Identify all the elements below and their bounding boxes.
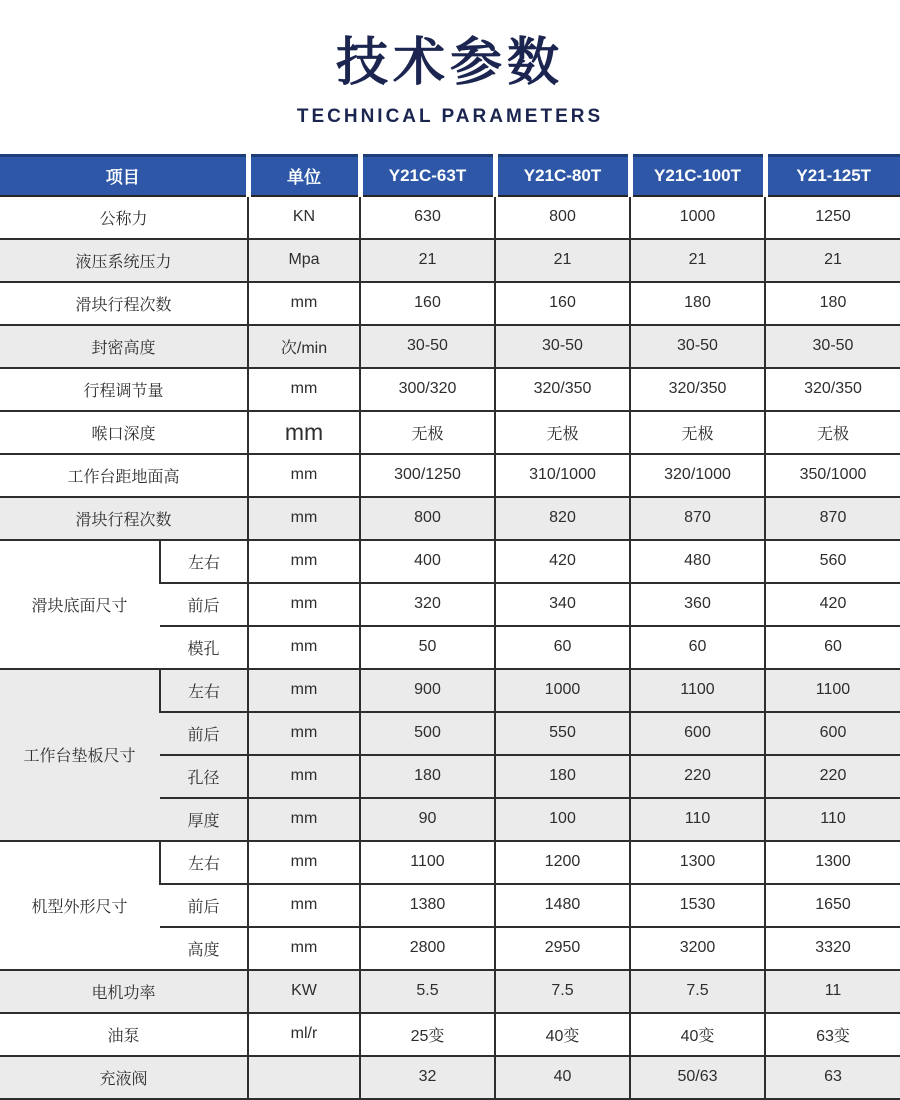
value-cell: 870	[765, 497, 900, 540]
unit-cell: mm	[248, 755, 360, 798]
row-label: 行程调节量	[0, 368, 248, 411]
value-cell: 160	[495, 282, 630, 325]
value-cell: 820	[495, 497, 630, 540]
value-cell: 3320	[765, 927, 900, 970]
row-label: 公称力	[0, 196, 248, 239]
value-cell: 60	[630, 626, 765, 669]
spec-table	[0, 154, 900, 1100]
group-label-worktable-plate-size: 工作台垫板尺寸	[0, 669, 160, 841]
value-cell: 500	[360, 712, 495, 755]
sub-label: 前后	[160, 583, 248, 626]
value-cell: 110	[765, 798, 900, 841]
unit-cell: mm	[248, 497, 360, 540]
value-cell: 1300	[630, 841, 765, 884]
sub-label: 前后	[160, 712, 248, 755]
row-label: 液压系统压力	[0, 239, 248, 282]
unit-cell: mm	[248, 798, 360, 841]
value-cell: 180	[630, 282, 765, 325]
unit-cell: mm	[248, 454, 360, 497]
row-label: 封密高度	[0, 325, 248, 368]
unit-cell: mm	[248, 712, 360, 755]
unit-cell: mm	[248, 282, 360, 325]
technical-parameters-page	[0, 34, 900, 1100]
unit-cell: KW	[248, 970, 360, 1013]
value-cell: 800	[495, 196, 630, 239]
value-cell: 30-50	[765, 325, 900, 368]
value-cell: 25变	[360, 1013, 495, 1056]
unit-cell: mm	[248, 626, 360, 669]
value-cell: 63	[765, 1056, 900, 1099]
unit-cell: mm	[248, 927, 360, 970]
table-row	[0, 1056, 900, 1099]
table-row	[0, 970, 900, 1013]
value-cell: 600	[765, 712, 900, 755]
value-cell: 无极	[630, 411, 765, 454]
value-cell: 1300	[765, 841, 900, 884]
value-cell: 220	[630, 755, 765, 798]
sub-label: 前后	[160, 884, 248, 927]
value-cell: 1650	[765, 884, 900, 927]
value-cell: 300/1250	[360, 454, 495, 497]
value-cell: 1000	[630, 196, 765, 239]
value-cell: 50/63	[630, 1056, 765, 1099]
table-row	[0, 841, 900, 884]
value-cell: 300/320	[360, 368, 495, 411]
value-cell: 1250	[765, 196, 900, 239]
table-row	[0, 454, 900, 497]
group-label-machine-outline-size: 机型外形尺寸	[0, 841, 160, 970]
unit-cell: mm	[248, 411, 360, 454]
sub-label: 左右	[160, 540, 248, 583]
table-row	[0, 540, 900, 583]
row-label: 工作台距地面高	[0, 454, 248, 497]
value-cell: 30-50	[630, 325, 765, 368]
value-cell: 870	[630, 497, 765, 540]
value-cell: 5.5	[360, 970, 495, 1013]
value-cell: 50	[360, 626, 495, 669]
value-cell: 1100	[630, 669, 765, 712]
value-cell: 320/350	[495, 368, 630, 411]
value-cell: 11	[765, 970, 900, 1013]
value-cell: 1000	[495, 669, 630, 712]
unit-cell: KN	[248, 196, 360, 239]
row-label: 喉口深度	[0, 411, 248, 454]
value-cell: 320/350	[765, 368, 900, 411]
value-cell: 21	[495, 239, 630, 282]
column-header-unit: 单位	[248, 155, 360, 196]
value-cell: 无极	[765, 411, 900, 454]
value-cell: 2950	[495, 927, 630, 970]
table-row	[0, 239, 900, 282]
value-cell: 1530	[630, 884, 765, 927]
value-cell: 480	[630, 540, 765, 583]
value-cell: 110	[630, 798, 765, 841]
page-title: 技术参数	[335, 34, 564, 92]
value-cell: 1100	[765, 669, 900, 712]
value-cell: 160	[360, 282, 495, 325]
value-cell: 400	[360, 540, 495, 583]
unit-cell: mm	[248, 884, 360, 927]
value-cell: 420	[495, 540, 630, 583]
unit-cell: 次/min	[248, 325, 360, 368]
value-cell: 21	[630, 239, 765, 282]
table-row	[0, 669, 900, 712]
value-cell: 320/1000	[630, 454, 765, 497]
row-label: 滑块行程次数	[0, 497, 248, 540]
value-cell: 320	[360, 583, 495, 626]
sub-label: 高度	[160, 927, 248, 970]
value-cell: 560	[765, 540, 900, 583]
sub-label: 孔径	[160, 755, 248, 798]
value-cell: 100	[495, 798, 630, 841]
value-cell: 220	[765, 755, 900, 798]
value-cell: 32	[360, 1056, 495, 1099]
sub-label: 左右	[160, 669, 248, 712]
value-cell: 40	[495, 1056, 630, 1099]
column-header-model-3: Y21C-100T	[630, 155, 765, 196]
unit-cell: ml/r	[248, 1013, 360, 1056]
sub-label: 模孔	[160, 626, 248, 669]
value-cell: 420	[765, 583, 900, 626]
table-row	[0, 282, 900, 325]
value-cell: 21	[765, 239, 900, 282]
value-cell: 350/1000	[765, 454, 900, 497]
unit-cell: mm	[248, 540, 360, 583]
row-label: 滑块行程次数	[0, 282, 248, 325]
column-header-model-4: Y21-125T	[765, 155, 900, 196]
value-cell: 550	[495, 712, 630, 755]
unit-cell: mm	[248, 583, 360, 626]
column-header-model-2: Y21C-80T	[495, 155, 630, 196]
value-cell: 900	[360, 669, 495, 712]
value-cell: 21	[360, 239, 495, 282]
value-cell: 320/350	[630, 368, 765, 411]
sub-label: 左右	[160, 841, 248, 884]
value-cell: 180	[765, 282, 900, 325]
value-cell: 40变	[495, 1013, 630, 1056]
value-cell: 60	[765, 626, 900, 669]
row-label: 油泵	[0, 1013, 248, 1056]
spec-table-header	[0, 155, 900, 196]
value-cell: 180	[495, 755, 630, 798]
value-cell: 360	[630, 583, 765, 626]
sub-label: 厚度	[160, 798, 248, 841]
row-label: 充液阀	[0, 1056, 248, 1099]
value-cell: 310/1000	[495, 454, 630, 497]
value-cell: 30-50	[495, 325, 630, 368]
value-cell: 180	[360, 755, 495, 798]
value-cell: 30-50	[360, 325, 495, 368]
value-cell: 3200	[630, 927, 765, 970]
unit-cell: mm	[248, 669, 360, 712]
value-cell: 无极	[495, 411, 630, 454]
table-row	[0, 411, 900, 454]
row-label: 电机功率	[0, 970, 248, 1013]
table-row	[0, 1013, 900, 1056]
table-row	[0, 497, 900, 540]
page-subtitle: TECHNICAL PARAMETERS	[296, 105, 604, 127]
value-cell: 800	[360, 497, 495, 540]
value-cell: 40变	[630, 1013, 765, 1056]
value-cell: 1480	[495, 884, 630, 927]
value-cell: 600	[630, 712, 765, 755]
group-label-slide-bottom-size: 滑块底面尺寸	[0, 540, 160, 669]
value-cell: 1380	[360, 884, 495, 927]
column-header-item: 项目	[0, 155, 248, 196]
table-row	[0, 196, 900, 239]
table-row	[0, 325, 900, 368]
value-cell: 7.5	[495, 970, 630, 1013]
value-cell: 无极	[360, 411, 495, 454]
value-cell: 90	[360, 798, 495, 841]
header-row	[0, 155, 900, 196]
unit-cell: Mpa	[248, 239, 360, 282]
value-cell: 340	[495, 583, 630, 626]
value-cell: 7.5	[630, 970, 765, 1013]
unit-cell	[248, 1056, 360, 1099]
value-cell: 2800	[360, 927, 495, 970]
column-header-model-1: Y21C-63T	[360, 155, 495, 196]
value-cell: 60	[495, 626, 630, 669]
value-cell: 1100	[360, 841, 495, 884]
unit-cell: mm	[248, 368, 360, 411]
value-cell: 1200	[495, 841, 630, 884]
table-row	[0, 368, 900, 411]
value-cell: 63变	[765, 1013, 900, 1056]
value-cell: 630	[360, 196, 495, 239]
unit-cell: mm	[248, 841, 360, 884]
